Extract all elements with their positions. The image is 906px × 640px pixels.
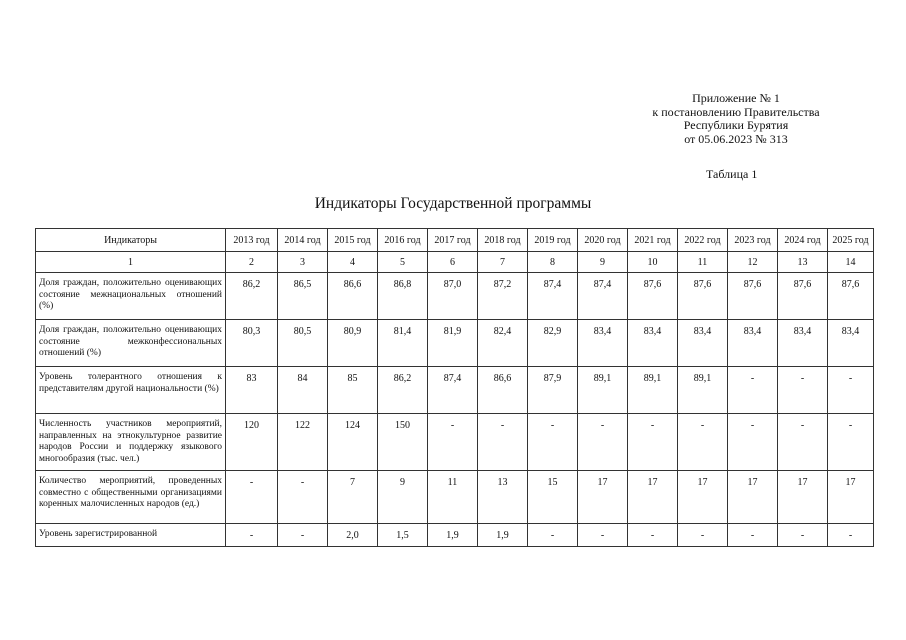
table-row xyxy=(36,471,874,524)
table-number: Таблица 1 xyxy=(706,167,758,181)
indicator-value: - xyxy=(778,367,828,414)
indicator-value: - xyxy=(728,524,778,547)
indicator-value: 87,6 xyxy=(828,273,874,320)
indicator-value: - xyxy=(728,367,778,414)
header-cell: 2020 год xyxy=(578,229,628,252)
indicators-table xyxy=(35,228,874,547)
indicator-value: 17 xyxy=(678,471,728,524)
header-cell: 2022 год xyxy=(678,229,728,252)
document-title: Индикаторы Государственной программы xyxy=(314,195,592,212)
indicator-value: - xyxy=(828,414,874,471)
indicator-value: 17 xyxy=(578,471,628,524)
header-cell: 2015 год xyxy=(328,229,378,252)
appendix-line-4: от 05.06.2023 № 313 xyxy=(684,131,788,146)
indicator-value: 83,4 xyxy=(828,320,874,367)
indicator-value: 86,6 xyxy=(328,273,378,320)
indicator-value: 83 xyxy=(226,367,278,414)
indicator-value: 86,6 xyxy=(478,367,528,414)
indicator-value: - xyxy=(628,414,678,471)
header-cell: 2016 год xyxy=(378,229,428,252)
indicator-value: 120 xyxy=(226,414,278,471)
header-cell: 2013 год xyxy=(226,229,278,252)
appendix-block xyxy=(600,92,872,146)
indicator-value: 150 xyxy=(378,414,428,471)
indicator-value: - xyxy=(578,414,628,471)
indicator-value: 80,9 xyxy=(328,320,378,367)
header-cell: 2025 год xyxy=(828,229,874,252)
indicator-name: Доля граждан, положительно оценивающих состояние межконфессиональных отношений (%) xyxy=(36,320,226,367)
indicator-value: - xyxy=(628,524,678,547)
indicator-value: - xyxy=(428,414,478,471)
indicator-value: 83,4 xyxy=(678,320,728,367)
indicator-value: 7 xyxy=(328,471,378,524)
indicator-value: 17 xyxy=(828,471,874,524)
indicator-value: 87,6 xyxy=(728,273,778,320)
header-cell: 2023 год xyxy=(728,229,778,252)
column-number-cell: 4 xyxy=(328,252,378,273)
indicator-name: Уровень зарегистрированной xyxy=(36,524,226,547)
indicator-value: 17 xyxy=(778,471,828,524)
column-number-cell: 9 xyxy=(578,252,628,273)
indicator-value: - xyxy=(226,524,278,547)
indicator-name: Уровень толерантного отношения к представителям другой национальности (%) xyxy=(36,367,226,414)
indicator-value: - xyxy=(778,414,828,471)
indicator-value: 87,4 xyxy=(428,367,478,414)
indicator-value: 1,5 xyxy=(378,524,428,547)
indicator-value: 89,1 xyxy=(678,367,728,414)
table-row xyxy=(36,320,874,367)
indicator-value: - xyxy=(278,471,328,524)
indicator-value: 87,4 xyxy=(578,273,628,320)
indicator-value: 1,9 xyxy=(478,524,528,547)
indicator-value: 89,1 xyxy=(578,367,628,414)
table-row xyxy=(36,273,874,320)
indicator-value: 84 xyxy=(278,367,328,414)
indicator-value: 11 xyxy=(428,471,478,524)
appendix-line-3: Республики Бурятия xyxy=(683,118,789,132)
column-number-cell: 14 xyxy=(828,252,874,273)
indicator-value: - xyxy=(528,524,578,547)
indicator-value: 122 xyxy=(278,414,328,471)
indicator-value: 86,5 xyxy=(278,273,328,320)
column-number-cell: 5 xyxy=(378,252,428,273)
appendix-line-1: Приложение № 1 xyxy=(692,91,780,105)
indicator-value: 86,2 xyxy=(226,273,278,320)
indicator-value: 83,4 xyxy=(628,320,678,367)
indicator-value: 86,2 xyxy=(378,367,428,414)
indicator-value: 89,1 xyxy=(628,367,678,414)
indicator-value: 82,4 xyxy=(478,320,528,367)
indicator-value: 81,4 xyxy=(378,320,428,367)
indicator-value: 15 xyxy=(528,471,578,524)
indicator-value: 81,9 xyxy=(428,320,478,367)
indicator-value: 83,4 xyxy=(728,320,778,367)
indicator-value: 1,9 xyxy=(428,524,478,547)
header-cell: 2019 год xyxy=(528,229,578,252)
header-cell: 2014 год xyxy=(278,229,328,252)
table-header-row xyxy=(36,229,874,252)
indicator-value: - xyxy=(828,524,874,547)
indicator-value: - xyxy=(678,414,728,471)
indicator-value: 87,6 xyxy=(678,273,728,320)
indicator-value: 17 xyxy=(728,471,778,524)
indicator-value: - xyxy=(578,524,628,547)
column-number-cell: 7 xyxy=(478,252,528,273)
indicator-value: 13 xyxy=(478,471,528,524)
table-row xyxy=(36,414,874,471)
indicator-value: 83,4 xyxy=(778,320,828,367)
column-number-cell: 8 xyxy=(528,252,578,273)
column-number-row xyxy=(36,252,874,273)
indicator-value: - xyxy=(528,414,578,471)
indicator-value: 17 xyxy=(628,471,678,524)
column-number-cell: 12 xyxy=(728,252,778,273)
indicator-value: 87,6 xyxy=(778,273,828,320)
header-cell: 2018 год xyxy=(478,229,528,252)
table-row xyxy=(36,367,874,414)
indicator-name: Численность участников мероприятий, направленных на этнокультурное развитие народов России и поддержку языкового многообразия (тыс. чел.) xyxy=(36,414,226,471)
column-number-cell: 11 xyxy=(678,252,728,273)
indicator-value: 2,0 xyxy=(328,524,378,547)
indicator-value: 87,9 xyxy=(528,367,578,414)
indicator-value: 87,0 xyxy=(428,273,478,320)
indicator-value: - xyxy=(778,524,828,547)
indicator-value: 124 xyxy=(328,414,378,471)
indicator-value: - xyxy=(226,471,278,524)
indicator-value: 87,2 xyxy=(478,273,528,320)
column-number-cell: 6 xyxy=(428,252,478,273)
header-cell: 2024 год xyxy=(778,229,828,252)
indicator-name: Количество мероприятий, проведенных совместно с общественными организациями коренных малочисленных народов (ед.) xyxy=(36,471,226,524)
indicator-value: - xyxy=(678,524,728,547)
indicator-value: 85 xyxy=(328,367,378,414)
indicator-value: 80,3 xyxy=(226,320,278,367)
indicator-value: 83,4 xyxy=(578,320,628,367)
header-cell: 2021 год xyxy=(628,229,678,252)
indicator-value: 87,4 xyxy=(528,273,578,320)
indicator-value: 9 xyxy=(378,471,428,524)
column-number-cell: 2 xyxy=(226,252,278,273)
column-number-cell: 10 xyxy=(628,252,678,273)
header-cell: Индикаторы xyxy=(36,229,226,252)
indicator-value: - xyxy=(828,367,874,414)
indicator-value: 82,9 xyxy=(528,320,578,367)
table-row xyxy=(36,524,874,547)
column-number-cell: 3 xyxy=(278,252,328,273)
appendix-line-2: к постановлению Правительства xyxy=(652,104,820,119)
indicator-value: - xyxy=(728,414,778,471)
indicator-value: 87,6 xyxy=(628,273,678,320)
indicator-value: 80,5 xyxy=(278,320,328,367)
indicator-value: 86,8 xyxy=(378,273,428,320)
indicator-value: - xyxy=(278,524,328,547)
header-cell: 2017 год xyxy=(428,229,478,252)
indicator-value: - xyxy=(478,414,528,471)
indicator-name: Доля граждан, положительно оценивающих состояние межнациональных отношений (%) xyxy=(36,273,226,320)
column-number-cell: 1 xyxy=(36,252,226,273)
column-number-cell: 13 xyxy=(778,252,828,273)
